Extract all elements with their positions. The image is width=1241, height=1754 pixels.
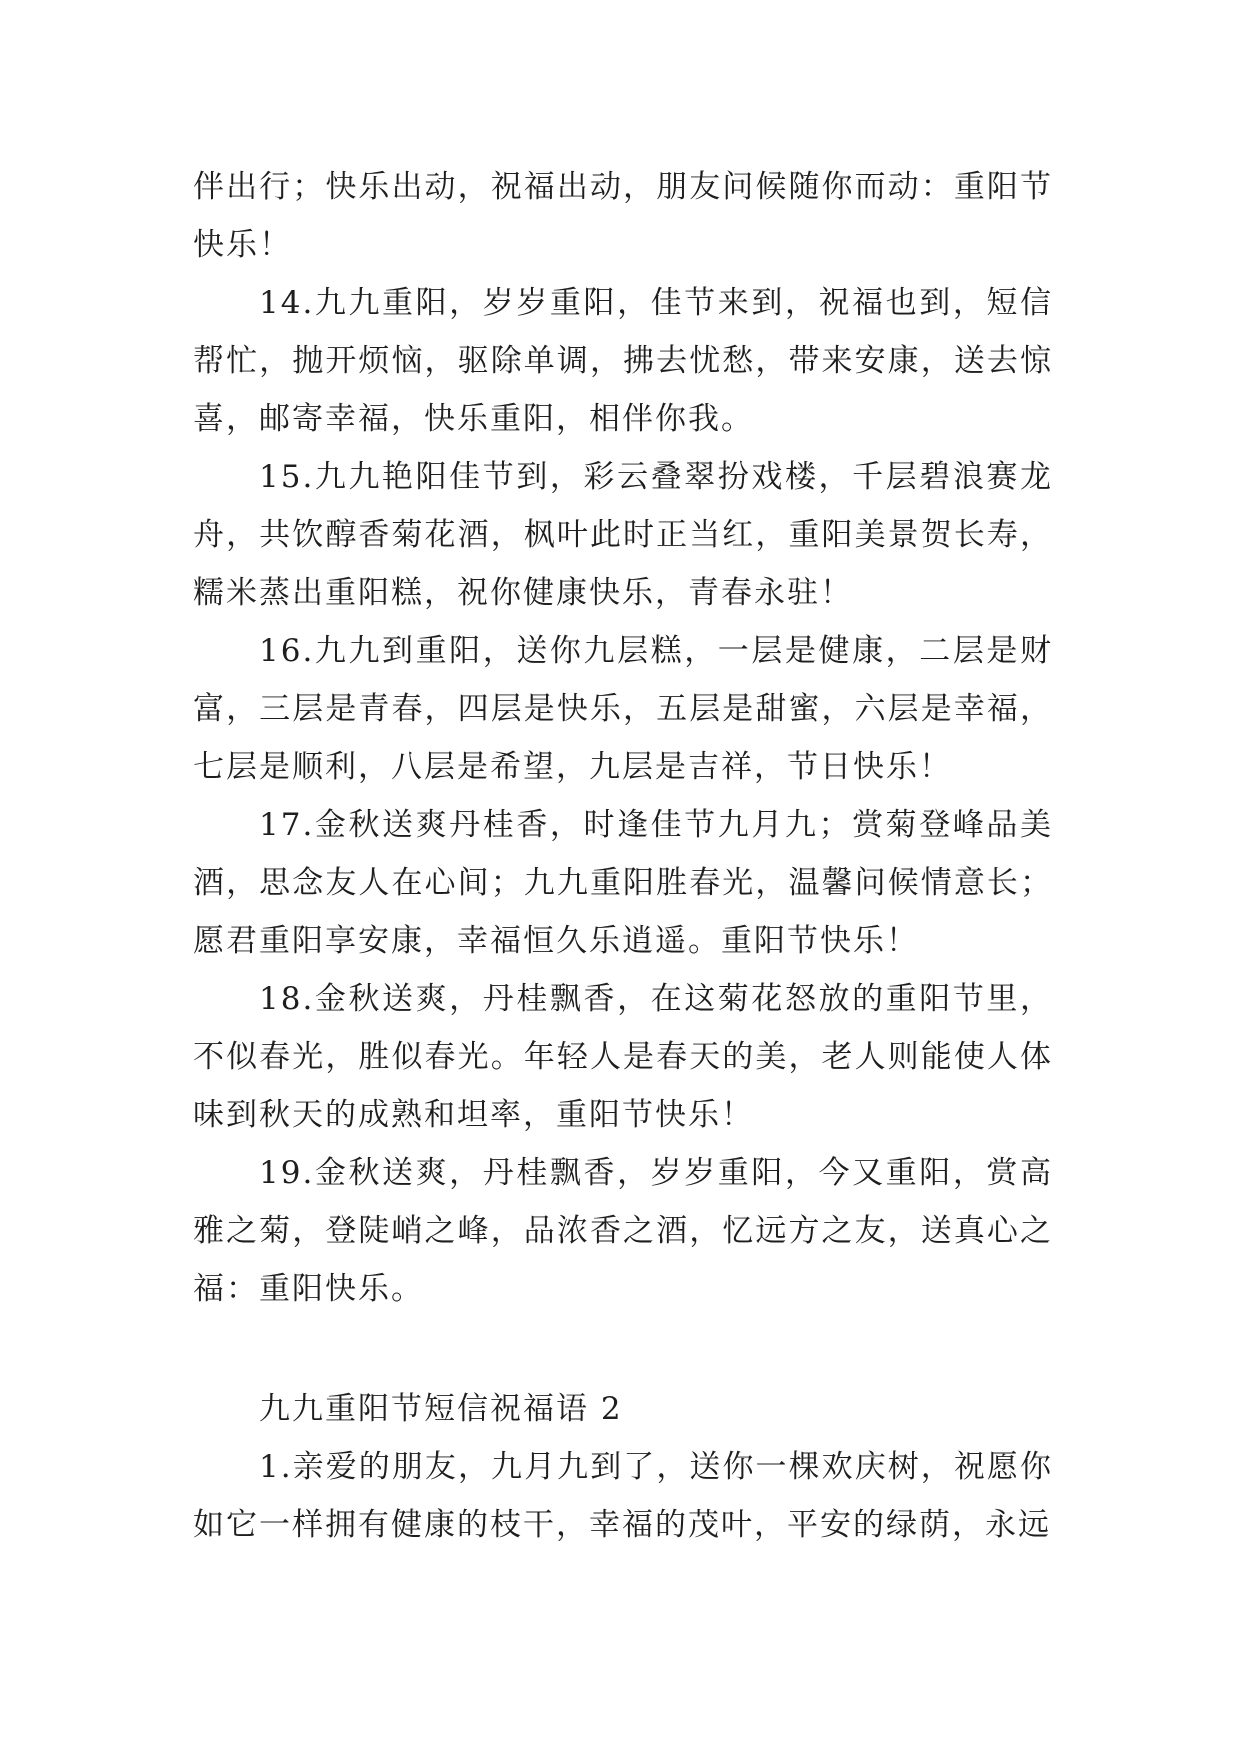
paragraph: 18.金秋送爽，丹桂飘香，在这菊花怒放的重阳节里，不似春光，胜似春光。年轻人是春天的美，老人则能使人体味到秋天的成熟和坦率，重阳节快乐！ bbox=[193, 981, 1053, 1133]
paragraph: 15.九九艳阳佳节到，彩云叠翠扮戏楼，千层碧浪赛龙舟，共饮醇香菊花酒，枫叶此时正当红，重阳美景贺长寿，糯米蒸出重阳糕，祝你健康快乐，青春永驻！ bbox=[193, 459, 1053, 611]
paragraph: 19.金秋送爽，丹桂飘香，岁岁重阳，今又重阳，赏高雅之菊，登陡峭之峰，品浓香之酒，忆远方之友，送真心之福：重阳快乐。 bbox=[193, 1155, 1053, 1307]
paragraph: 17.金秋送爽丹桂香，时逢佳节九月九；赏菊登峰品美酒，思念友人在心间；九九重阳胜春光，温馨问候情意长；愿君重阳享安康，幸福恒久乐逍遥。重阳节快乐！ bbox=[193, 807, 1053, 959]
paragraph: 伴出行；快乐出动，祝福出动，朋友问候随你而动：重阳节快乐！ bbox=[193, 169, 1053, 263]
paragraph: 14.九九重阳，岁岁重阳，佳节来到，祝福也到，短信帮忙，抛开烦恼，驱除单调，拂去忧愁，带来安康，送去惊喜，邮寄幸福，快乐重阳，相伴你我。 bbox=[193, 285, 1053, 437]
paragraph: 16.九九到重阳，送你九层糕，一层是健康，二层是财富，三层是青春，四层是快乐，五层是甜蜜，六层是幸福，七层是顺利，八层是希望，九层是吉祥，节日快乐！ bbox=[193, 633, 1053, 785]
section-title: 九九重阳节短信祝福语 2 bbox=[259, 1391, 623, 1427]
document-body bbox=[193, 158, 1053, 1554]
paragraph: 1.亲爱的朋友，九月九到了，送你一棵欢庆树，祝愿你如它一样拥有健康的枝干，幸福的茂叶，平安的绿荫，永远 bbox=[193, 1449, 1053, 1543]
